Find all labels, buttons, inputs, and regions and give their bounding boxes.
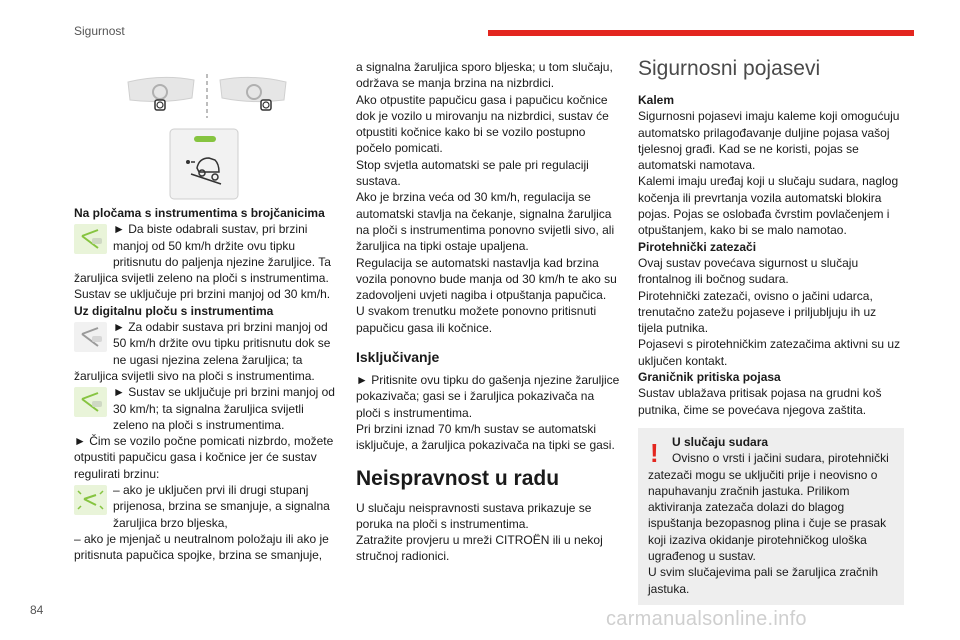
paragraph-neutral: – ako je mjenjač u neutralnom položaju ili ako je pritisnuta papučica spojke, brzina se smanjuje, bbox=[74, 531, 329, 563]
paragraph-service: Zatražite provjeru u mreži CITROËN ili u nekoj stručnoj radionici. bbox=[356, 533, 603, 564]
paragraph-activation-speed: Sustav se uključuje pri brzini manjoj od 30 km/h. bbox=[74, 287, 331, 302]
paragraph-gear-engaged: – ako je uključen prvi ili drugi stupanj prijenosa, brzina se smanjuje, a signalna žaruljica brzo bljeska, bbox=[113, 483, 330, 530]
page-number: 84 bbox=[30, 603, 44, 617]
heading-pretensioners: Pirotehnički zatezači bbox=[638, 239, 757, 254]
paragraph-resume: Regulacija se automatski nastavlja kad brzina vozila ponovno bude manja od 30 km/h te ako su zadovoljeni uvjeti nagiba i otpuštanja papučica. bbox=[356, 255, 617, 303]
heading-reel: Kalem bbox=[638, 93, 675, 107]
paragraph-select-analog: ► Da biste odabrali sustav, pri brzini manjoj od 50 km/h držite ovu tipku pritisnutu do paljenja njezine žaruljice. Ta žaruljica svijetli zeleno na ploči s instrumentima. bbox=[74, 222, 331, 286]
hill-descent-control-icon bbox=[169, 128, 239, 200]
button-indicator-grey-icon bbox=[74, 322, 107, 352]
paragraph-deactivate: ► Pritisnite ovu tipku do gašenja njezine žaruljice pokazivača; gasi se i žaruljica pokazivača na ploči s instrumentima. bbox=[356, 373, 620, 420]
paragraph-pretensioners-active: Pojasevi s pirotehničkim zatezačima aktivni su uz uključen kontakt. bbox=[638, 337, 901, 368]
warning-airbag-lamp: U svim slučajevima pali se žaruljica zračnih jastuka. bbox=[648, 565, 879, 596]
paragraph-select-digital: ► Za odabir sustava pri brzini manjoj od 50 km/h držite ovu tipku pritisnutu dok se ne ugasi njezina zelena žaruljica; ta žaruljica svijetli sivo na ploči s instrumentima. bbox=[74, 320, 331, 383]
heading-deactivation: Isključivanje bbox=[356, 349, 440, 366]
paragraph-auto-off: Pri brzini iznad 70 km/h sustav se automatski isključuje, a žaruljica pokazivača na tipki se gasi. bbox=[356, 421, 615, 453]
column-right bbox=[638, 56, 904, 605]
button-indicator-icon bbox=[74, 224, 107, 254]
paragraph-reel-lock: Kalemi imaju uređaj koji u slučaju sudara, naglog kočenja ili prevrtanja vozila automatski blokira pojas. Pojas se oslobađa čvrstim povlačenjem i otpuštanjem, kako bi se malo namotao. bbox=[638, 174, 899, 238]
running-header: Sigurnost bbox=[74, 24, 125, 38]
heading-analog-cluster: Na pločama s instrumentima s brojčanicima bbox=[74, 206, 325, 220]
paragraph-stop-lights: Stop svjetla automatski se pale pri regulaciji sustava. bbox=[356, 157, 589, 189]
paragraph-regulation: ► Čim se vozilo počne pomicati nizbrdo, možete otpustiti papučicu gasa i kočnice jer će sustav regulirati brzinu: bbox=[74, 434, 334, 481]
paragraph-pretensioners-action: Pirotehnički zatezači, ovisno o jačini udarca, trenutačno zatežu pojaseve i priljubljuju ih uz tijela putnika. bbox=[638, 288, 877, 336]
paragraph-slow-flash: a signalna žaruljica sporo bljeska; u tom slučaju, održava se manja brzina na nizbrdici. bbox=[356, 60, 613, 91]
warning-text: Ovisno o vrsti i jačini sudara, pirotehnički zatezači mogu se uključiti prije i neovisno o napuhavanju zračnih jastuka. Prilikom aktiviranja zatezača dolazi do blagog ispuštanja bezopasnog plina i čuje se prasak koji izaziva okidanje pirotehničkog uloška ugrađenog u sustav. bbox=[648, 451, 889, 564]
warning-icon: ! bbox=[650, 437, 659, 468]
paragraph-override: U svakom trenutku možete ponovno pritisnuti papučicu gasa ili kočnice. bbox=[356, 304, 597, 335]
warning-box bbox=[638, 428, 904, 605]
paragraph-activation-digital: ► Sustav se uključuje pri brzini manjoj od 30 km/h; ta signalna žaruljica svijetli zeleno na ploči s instrumentima. bbox=[113, 385, 335, 432]
paragraph-malfunction-message: U slučaju neispravnosti sustava prikazuje se poruka na ploči s instrumentima. bbox=[356, 500, 592, 531]
column-middle bbox=[356, 59, 622, 565]
heading-force-limiter: Graničnik pritiska pojasa bbox=[638, 370, 781, 385]
section-title-seat-belts: Sigurnosni pojasevi bbox=[638, 57, 821, 80]
heading-digital-cluster: Uz digitalnu ploču s instrumentima bbox=[74, 303, 274, 318]
column-left bbox=[74, 205, 340, 564]
header-accent-bar bbox=[488, 30, 914, 36]
paragraph-force-limiter: Sustav ublažava pritisak pojasa na grudni koš putnika, čime se povećava njegova zaštita. bbox=[638, 386, 882, 417]
paragraph-reel: Sigurnosni pojasevi imaju kaleme koji omogućuju automatsko prilagođavanje duljine pojasa vašoj tjelesnoj građi. Kad se ne koristi, pojas se automatski namotava. bbox=[638, 109, 900, 173]
warning-title: U slučaju sudara bbox=[672, 434, 769, 449]
watermark: carmanualsonline.info bbox=[606, 608, 807, 630]
button-indicator-green-icon bbox=[74, 387, 107, 417]
paragraph-pedals-released: Ako otpustite papučicu gasa i papučicu kočnice dok je vozilo u mirovanju na nizbrdici, sustav će otpustiti kočnice kako bi se vozilo postupno počelo pomicati. bbox=[356, 92, 609, 156]
steering-wheel-mirror-icon bbox=[122, 70, 292, 122]
heading-malfunction: Neispravnost u radu bbox=[356, 466, 560, 490]
paragraph-standby: Ako je brzina veća od 30 km/h, regulacija se automatski stavlja na čekanje, signalna žaruljica na ploči s instrumentima ponovno svijetli sivo, ali žaruljica na tipki ostaje upaljena. bbox=[356, 190, 615, 254]
flashing-indicator-icon bbox=[74, 485, 107, 515]
paragraph-pretensioners-safety: Ovaj sustav povećava sigurnost u slučaju frontalnog ili bočnog sudara. bbox=[638, 255, 859, 287]
